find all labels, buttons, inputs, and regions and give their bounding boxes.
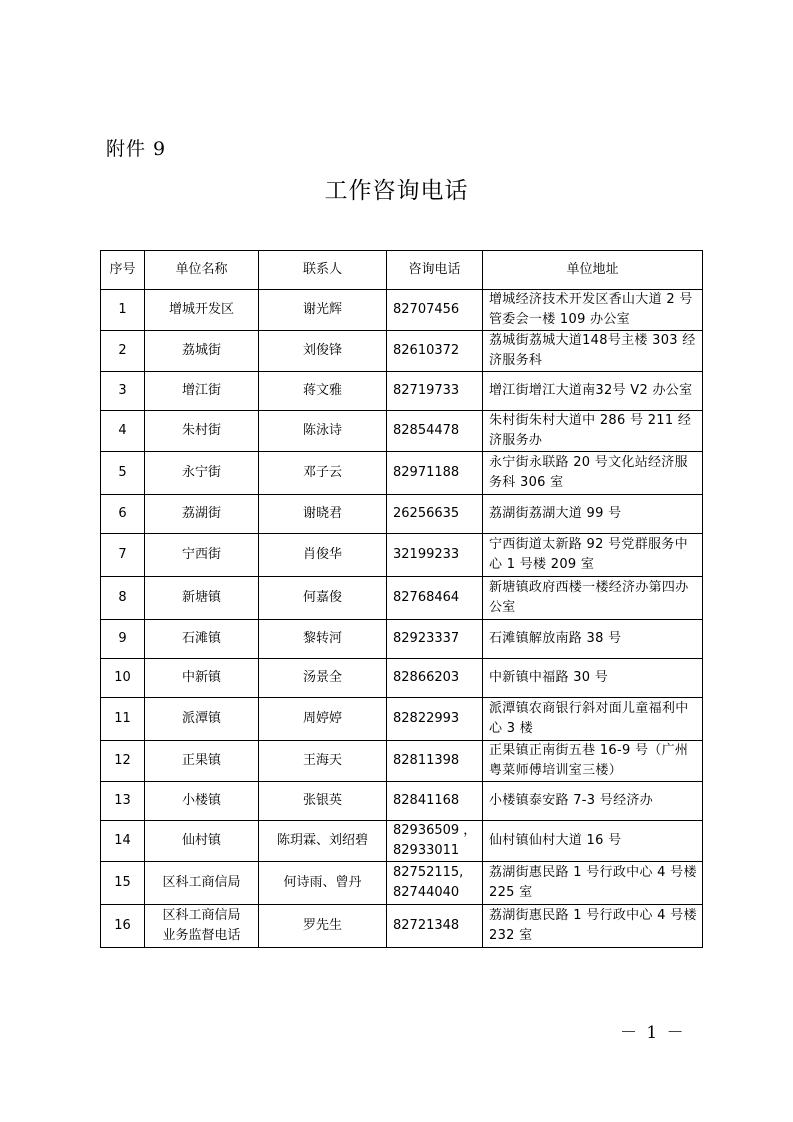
table-row (101, 698, 703, 741)
unit-name: 永宁街 (145, 452, 259, 495)
unit-address: 朱村街朱村大道中 286 号 211 经济服务办 (483, 411, 703, 452)
table-row (101, 534, 703, 577)
row-number: 13 (101, 782, 145, 821)
table-row (101, 659, 703, 698)
row-number: 9 (101, 620, 145, 659)
unit-name: 派潭镇 (145, 698, 259, 741)
header-no: 序号 (101, 251, 145, 290)
contact-person: 谢晓君 (259, 495, 387, 534)
unit-address: 正果镇正南街五巷 16-9 号（广州粤菜师傅培训室三楼） (483, 741, 703, 782)
table-row (101, 905, 703, 948)
unit-name: 荔城街 (145, 331, 259, 372)
page-number: － 1 － (620, 1023, 686, 1043)
contact-person: 周婷婷 (259, 698, 387, 741)
unit-name: 荔湖街 (145, 495, 259, 534)
unit-address: 新塘镇政府西楼一楼经济办第四办公室 (483, 577, 703, 620)
row-number: 2 (101, 331, 145, 372)
header-phone: 咨询电话 (387, 251, 483, 290)
unit-address: 荔城街荔城大道148号主楼 303 经济服务科 (483, 331, 703, 372)
unit-name: 朱村街 (145, 411, 259, 452)
table-row (101, 577, 703, 620)
unit-address: 荔湖街惠民路 1 号行政中心 4 号楼 232 室 (483, 905, 703, 948)
row-number: 14 (101, 821, 145, 862)
contact-person: 何诗雨、曾丹 (259, 862, 387, 905)
contact-person: 王海天 (259, 741, 387, 782)
unit-address: 小楼镇泰安路 7-3 号经济办 (483, 782, 703, 821)
table-row (101, 495, 703, 534)
phone-number: 82768464 (387, 577, 483, 620)
contact-person: 蒋文雅 (259, 372, 387, 411)
phone-number: 82854478 (387, 411, 483, 452)
phone-number: 82936509 ， 82933011 (387, 821, 483, 862)
contact-person: 邓子云 (259, 452, 387, 495)
table-row (101, 411, 703, 452)
phone-number: 82752115, 82744040 (387, 862, 483, 905)
unit-address: 石滩镇解放南路 38 号 (483, 620, 703, 659)
phone-number: 82841168 (387, 782, 483, 821)
header-contact: 联系人 (259, 251, 387, 290)
unit-name: 增城开发区 (145, 290, 259, 331)
unit-address: 中新镇中福路 30 号 (483, 659, 703, 698)
contact-table (100, 250, 703, 948)
unit-name: 增江街 (145, 372, 259, 411)
phone-number: 82719733 (387, 372, 483, 411)
contact-person: 刘俊锋 (259, 331, 387, 372)
row-number: 7 (101, 534, 145, 577)
row-number: 8 (101, 577, 145, 620)
table-row (101, 862, 703, 905)
row-number: 16 (101, 905, 145, 948)
table-row (101, 821, 703, 862)
unit-address: 荔湖街惠民路 1 号行政中心 4 号楼 225 室 (483, 862, 703, 905)
unit-name: 正果镇 (145, 741, 259, 782)
table-row (101, 372, 703, 411)
unit-name: 石滩镇 (145, 620, 259, 659)
contact-person: 谢光辉 (259, 290, 387, 331)
unit-name: 中新镇 (145, 659, 259, 698)
unit-address: 荔湖街荔湖大道 99 号 (483, 495, 703, 534)
phone-number: 82707456 (387, 290, 483, 331)
contact-person: 何嘉俊 (259, 577, 387, 620)
unit-address: 增城经济技术开发区香山大道 2 号管委会一楼 109 办公室 (483, 290, 703, 331)
page-title: 工作咨询电话 (324, 178, 469, 204)
header-address: 单位地址 (483, 251, 703, 290)
table-row (101, 290, 703, 331)
phone-number: 82610372 (387, 331, 483, 372)
row-number: 4 (101, 411, 145, 452)
unit-name: 小楼镇 (145, 782, 259, 821)
unit-address: 宁西街道太新路 92 号党群服务中心 1 号楼 209 室 (483, 534, 703, 577)
contact-person: 陈泳诗 (259, 411, 387, 452)
row-number: 1 (101, 290, 145, 331)
unit-address: 派潭镇农商银行斜对面儿童福利中心 3 楼 (483, 698, 703, 741)
table-row (101, 741, 703, 782)
phone-number: 82721348 (387, 905, 483, 948)
table-row (101, 452, 703, 495)
unit-name: 宁西街 (145, 534, 259, 577)
row-number: 6 (101, 495, 145, 534)
header-unit: 单位名称 (145, 251, 259, 290)
unit-name: 区科工商信局 (145, 862, 259, 905)
unit-name: 仙村镇 (145, 821, 259, 862)
table-row (101, 620, 703, 659)
contact-person: 肖俊华 (259, 534, 387, 577)
unit-name: 新塘镇 (145, 577, 259, 620)
attachment-label: 附件 9 (106, 138, 167, 160)
unit-address: 增江街增江大道南32号 V2 办公室 (483, 372, 703, 411)
table-body (101, 290, 703, 948)
row-number: 5 (101, 452, 145, 495)
phone-number: 82866203 (387, 659, 483, 698)
contact-person: 汤景全 (259, 659, 387, 698)
table-header-row (101, 251, 703, 290)
phone-number: 32199233 (387, 534, 483, 577)
row-number: 12 (101, 741, 145, 782)
row-number: 10 (101, 659, 145, 698)
unit-address: 仙村镇仙村大道 16 号 (483, 821, 703, 862)
contact-person: 陈玥霖、刘绍碧 (259, 821, 387, 862)
phone-number: 26256635 (387, 495, 483, 534)
phone-number: 82811398 (387, 741, 483, 782)
phone-number: 82822993 (387, 698, 483, 741)
contact-person: 罗先生 (259, 905, 387, 948)
row-number: 3 (101, 372, 145, 411)
unit-name: 区科工商信局 业务监督电话 (145, 905, 259, 948)
table-row (101, 782, 703, 821)
unit-address: 永宁街永联路 20 号文化站经济服务科 306 室 (483, 452, 703, 495)
phone-number: 82971188 (387, 452, 483, 495)
contact-person: 张银英 (259, 782, 387, 821)
table-row (101, 331, 703, 372)
row-number: 15 (101, 862, 145, 905)
row-number: 11 (101, 698, 145, 741)
contact-person: 黎转河 (259, 620, 387, 659)
phone-number: 82923337 (387, 620, 483, 659)
